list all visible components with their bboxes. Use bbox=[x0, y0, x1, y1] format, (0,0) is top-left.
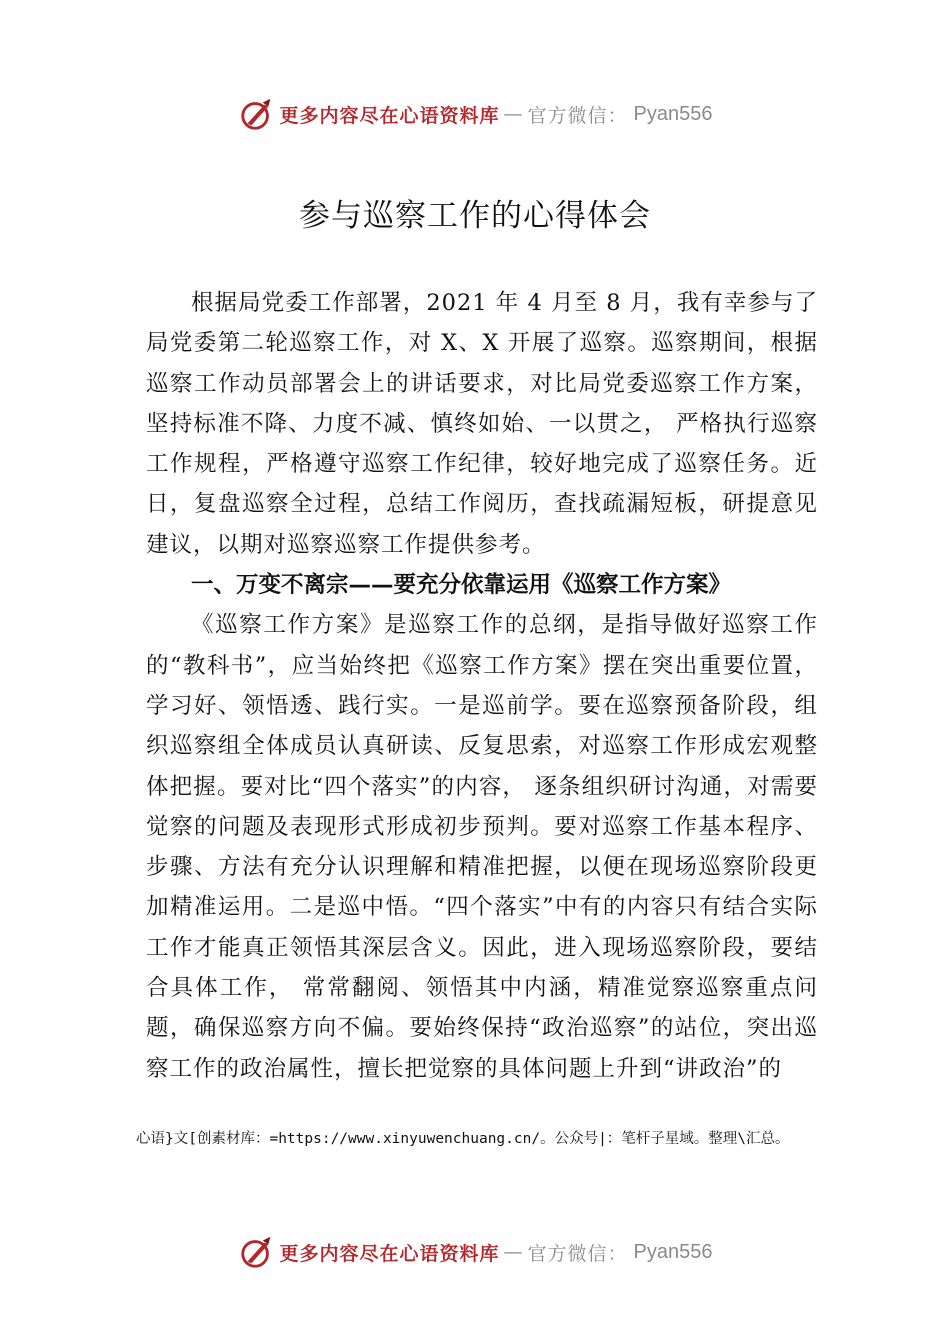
document-body bbox=[146, 283, 818, 1089]
paragraph-intro: 根据局党委工作部署，2021 年 4 月至 8 月，我有幸参与了局党委第二轮巡察工作，对 X、X 开展了巡察。巡察期间，根据巡察工作动员部署会上的讲话要求，对比局党委巡察工作方案，坚持标准不降、力度不减、慎终如始、一以贯之， 严格执行巡察工作规程，严格遵守巡察工作纪律，较好地完成了巡察任务。近日，复盘巡察全过程，总结工作阅历，查找疏漏短板，研提意见建议，以期对巡察巡察工作提供参考。 bbox=[146, 290, 818, 558]
banner-dash: — bbox=[503, 103, 524, 125]
paragraph-section-1: 《巡察工作方案》是巡察工作的总纲，是指导做好巡察工作的“教科书”，应当始终把《巡察工作方案》摆在突出重要位置，学习好、领悟透、践行实。一是巡前学。要在巡察预备阶段，组织巡察组全体成员认真研读、反复思索，对巡察工作形成宏观整体把握。要对比“四个落实”的内容， 逐条组织研讨沟通，对需要觉察的问题及表现形式形成初步预判。要对巡察工作基本程序、步骤、方法有充分认识理解和精准把握，以便在现场巡察阶段更加精准运用。二是巡中悟。“四个落实”中有的内容只有结合实际工作才能真正领悟其深层含义。因此，进入现场巡察阶段，要结合具体工作， 常常翻阅、领悟其中内涵，精准觉察巡察重点问题，确保巡察方向不偏。要始终保持“政治巡察”的站位，突出巡察工作的政治属性，擅长把觉察的具体问题上升到“讲政治”的 bbox=[146, 612, 818, 1082]
brand-logo-icon bbox=[238, 1233, 276, 1271]
brand-logo-icon bbox=[238, 95, 276, 133]
banner-wechat-label: 官方微信： bbox=[527, 104, 628, 127]
header-banner bbox=[0, 94, 950, 134]
document-title: 参与巡察工作的心得体会 bbox=[299, 198, 651, 234]
banner-wechat-id: Pyan556 bbox=[633, 1240, 713, 1263]
footer-banner bbox=[0, 1232, 950, 1272]
footnote: 心语}文[创素材库：=https://www.xinyuwenchuang.cn/。公众号|：笔杆子星域。整理\汇总。 bbox=[136, 1131, 790, 1147]
banner-brand-text: 更多内容尽在心语资料库 bbox=[279, 1242, 500, 1265]
banner-dash: — bbox=[503, 1241, 524, 1263]
banner-wechat-id: Pyan556 bbox=[633, 102, 713, 125]
banner-brand-text: 更多内容尽在心语资料库 bbox=[279, 104, 500, 127]
banner-wechat-label: 官方微信： bbox=[527, 1242, 628, 1265]
section-heading-1: 一、万变不离宗——要充分依靠运用《巡察工作方案》 bbox=[191, 572, 732, 599]
